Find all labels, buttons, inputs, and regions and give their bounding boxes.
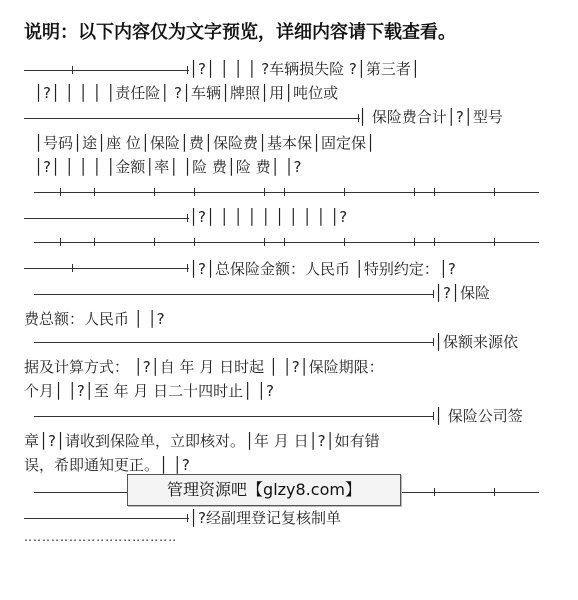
table-tick <box>194 238 195 246</box>
doc-line: │保额来源依 <box>434 333 519 351</box>
preview-notice: 说明：以下内容仅为文字预览，详细内容请下载查看。 <box>24 22 456 43</box>
table-tick <box>284 188 285 196</box>
table-tick <box>264 238 265 246</box>
table-tick <box>344 188 345 196</box>
table-tick <box>154 238 155 246</box>
table-tick <box>94 238 95 246</box>
doc-line: 章│?│请收到保险单，立即核对。│年 月 日│?│如有错 <box>24 432 380 450</box>
doc-line: │ 保险公司签 <box>434 407 523 425</box>
table-tick <box>344 238 345 246</box>
table-rule <box>24 218 189 219</box>
doc-line: 费总额：人民币 │ │? <box>24 310 165 328</box>
table-tick <box>94 188 95 196</box>
doc-line: │?│ │ │ │ │责任险│ ?│车辆│牌照│用│吨位或 <box>34 84 339 102</box>
table-tick <box>154 188 155 196</box>
doc-line: │?│总保险金额：人民币 │特别约定：│? <box>189 260 456 278</box>
table-rule <box>34 294 434 295</box>
table-tick <box>434 188 435 196</box>
table-tick <box>264 188 265 196</box>
table-rule <box>24 70 189 71</box>
doc-line: │?│保险 <box>434 284 491 302</box>
table-tick <box>494 238 495 246</box>
table-tick <box>72 66 73 74</box>
table-rule <box>34 192 539 193</box>
table-tick <box>187 514 188 522</box>
table-rule <box>34 416 434 417</box>
doc-line: │号码│途│座 位│保险│费│保险费│基本保│固定保│ <box>34 134 376 152</box>
table-tick <box>72 264 73 272</box>
doc-line: 误，希即通知更正。│ │? <box>24 456 190 474</box>
doc-line: │?│ │ │ │ ?车辆损失险 ?│第三者│ <box>189 60 420 78</box>
table-tick <box>284 238 285 246</box>
table-tick <box>494 188 495 196</box>
table-rule <box>34 342 434 343</box>
doc-line: 据及计算方式： │?│自 年 月 日时起 │ │?│保险期限： <box>24 358 384 376</box>
table-rule <box>34 242 539 243</box>
table-tick <box>187 264 188 272</box>
table-rule <box>24 268 189 269</box>
table-tick <box>194 188 195 196</box>
dotted-leader: ‥‥‥‥‥‥‥‥‥‥‥‥‥‥‥‥‥ <box>24 530 178 544</box>
doc-line: 个月│ │?│至 年 月 日二十四时止│ │? <box>24 382 274 400</box>
watermark-banner: 管理资源吧【glzy8.com】 <box>127 474 401 506</box>
table-tick <box>434 238 435 246</box>
table-rule <box>24 518 189 519</box>
table-tick <box>434 488 435 496</box>
table-tick <box>187 66 188 74</box>
table-tick <box>60 238 61 246</box>
doc-line: │?│ │ │ │ │ │ │ │ │ │? <box>189 208 348 226</box>
table-tick <box>187 214 188 222</box>
doc-line: │ 保险费合计│?│型号 <box>358 108 503 126</box>
table-tick <box>494 488 495 496</box>
doc-line: │?│ │ │ │ │金额│率│ │险 费│险 费│ │? <box>34 158 302 176</box>
table-rule <box>24 118 360 119</box>
table-tick <box>414 238 415 246</box>
table-tick <box>60 188 61 196</box>
table-tick <box>414 188 415 196</box>
doc-line: │?经副理登记复核制单 <box>189 509 341 527</box>
